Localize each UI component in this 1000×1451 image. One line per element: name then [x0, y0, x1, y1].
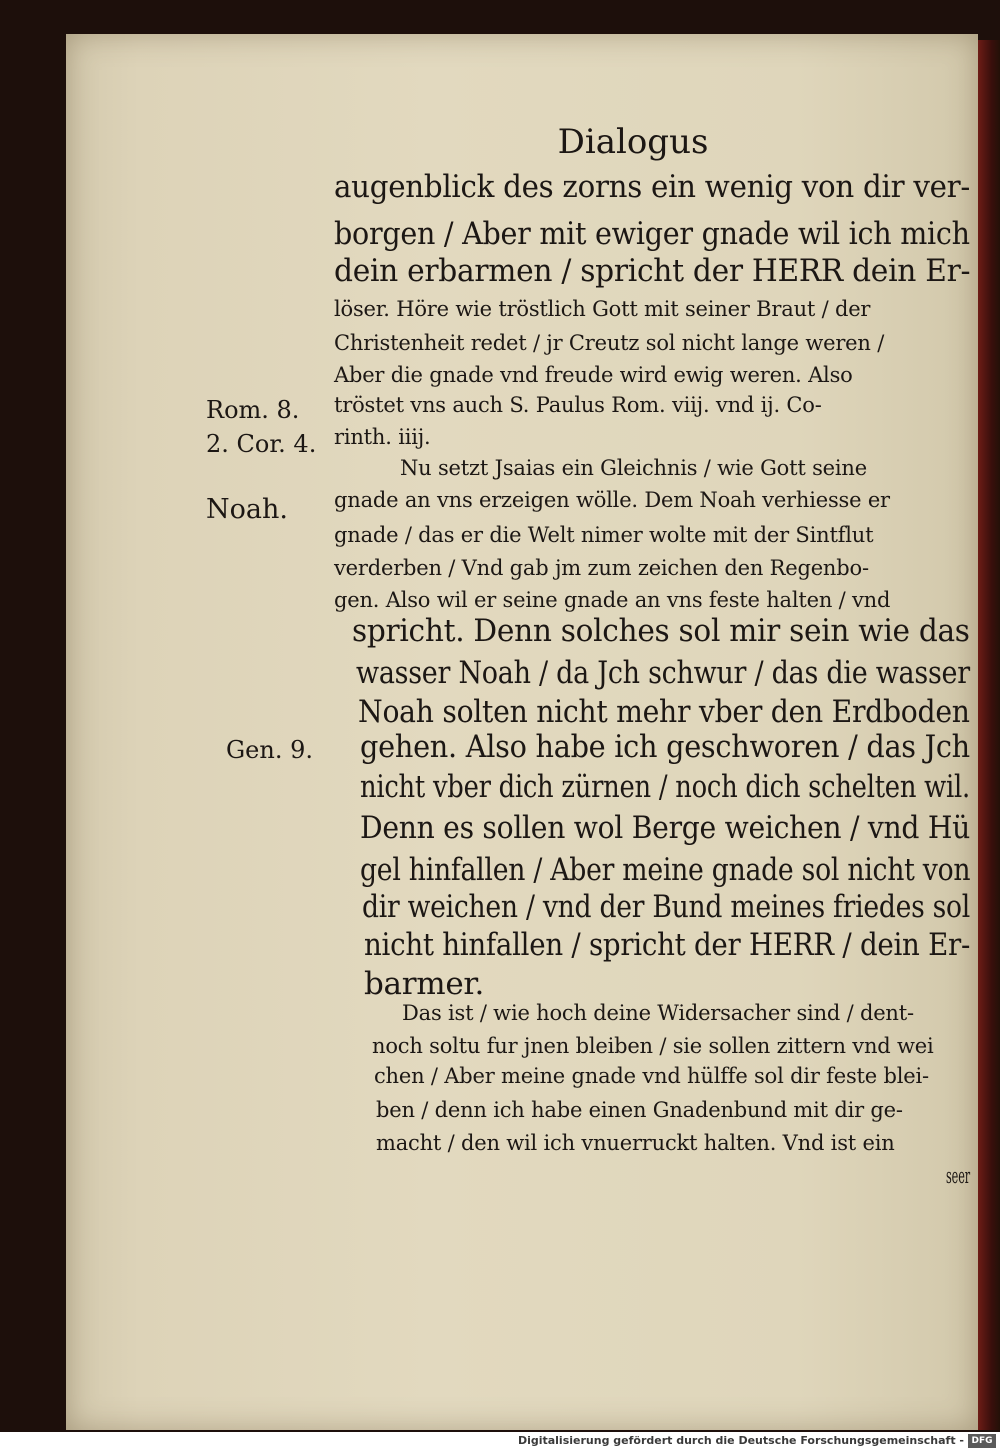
- text-line: noch soltu fur jnen bleiben / sie sollen zittern vnd wei: [372, 1034, 934, 1058]
- text-line: löser. Höre wie tröstlich Gott mit seiner Braut / der: [334, 297, 871, 321]
- text-line: barmer.: [364, 966, 485, 1002]
- dfg-logo-icon: DFG: [968, 1434, 996, 1448]
- text-line: Aber die gnade vnd freude wird ewig weren. Also: [334, 363, 853, 387]
- text-line: dein erbarmen / spricht der HERR dein Er-: [334, 253, 971, 289]
- text-line: dir weichen / vnd der Bund meines friedes sol: [362, 889, 971, 925]
- text-line: Denn es sollen wol Berge weichen / vnd Hü: [360, 810, 971, 846]
- margin-note: Noah.: [206, 494, 288, 525]
- text-line: Noah solten nicht mehr vber den Erdboden: [358, 694, 970, 730]
- margin-note: Rom. 8.: [206, 396, 300, 424]
- footer-bar: [0, 1432, 1000, 1451]
- text-line: wasser Noah / da Jch schwur / das die wasser: [356, 655, 970, 691]
- page-heading: Dialogus: [557, 122, 709, 162]
- funding-notice: Digitalisierung gefördert durch die Deutsche Forschungsgemeinschaft -: [517, 1434, 964, 1447]
- text-line: gen. Also wil er seine gnade an vns feste halten / vnd: [334, 588, 891, 612]
- book-edge: [978, 40, 1000, 1430]
- text-line: Christenheit redet / jr Creutz sol nicht lange weren /: [334, 331, 885, 355]
- text-line: augenblick des zorns ein wenig von dir ver-: [334, 169, 970, 205]
- text-line: nicht vber dich zürnen / noch dich schelten wil.: [360, 769, 970, 805]
- text-line: ben / denn ich habe einen Gnadenbund mit dir ge-: [376, 1098, 903, 1122]
- text-line: gnade / das er die Welt nimer wolte mit der Sintflut: [334, 523, 874, 547]
- text-line: gnade an vns erzeigen wölle. Dem Noah verhiesse er: [334, 488, 890, 512]
- margin-note: Gen. 9.: [226, 736, 313, 764]
- text-line: rinth. iiij.: [334, 425, 431, 449]
- text-line: gehen. Also habe ich geschworen / das Jch: [360, 729, 970, 765]
- text-line: macht / den wil ich vnuerruckt halten. Vnd ist ein: [376, 1131, 895, 1155]
- text-line: gel hinfallen / Aber meine gnade sol nicht von: [360, 852, 971, 888]
- text-line: borgen / Aber mit ewiger gnade wil ich mich: [334, 216, 970, 252]
- text-line: chen / Aber meine gnade vnd hülffe sol dir feste blei-: [374, 1064, 929, 1088]
- text-line: nicht hinfallen / spricht der HERR / dein Er-: [364, 927, 971, 963]
- text-line: spricht. Denn solches sol mir sein wie das: [352, 613, 970, 649]
- text-line: Das ist / wie hoch deine Widersacher sind / dent-: [402, 1001, 914, 1025]
- catchword: seer: [946, 1164, 971, 1188]
- text-line: verderben / Vnd gab jm zum zeichen den Regenbo-: [334, 556, 869, 580]
- text-line: Nu setzt Jsaias ein Gleichnis / wie Gott seine: [400, 456, 867, 480]
- margin-note: 2. Cor. 4.: [206, 430, 317, 458]
- text-line: tröstet vns auch S. Paulus Rom. viij. vnd ij. Co-: [334, 393, 822, 417]
